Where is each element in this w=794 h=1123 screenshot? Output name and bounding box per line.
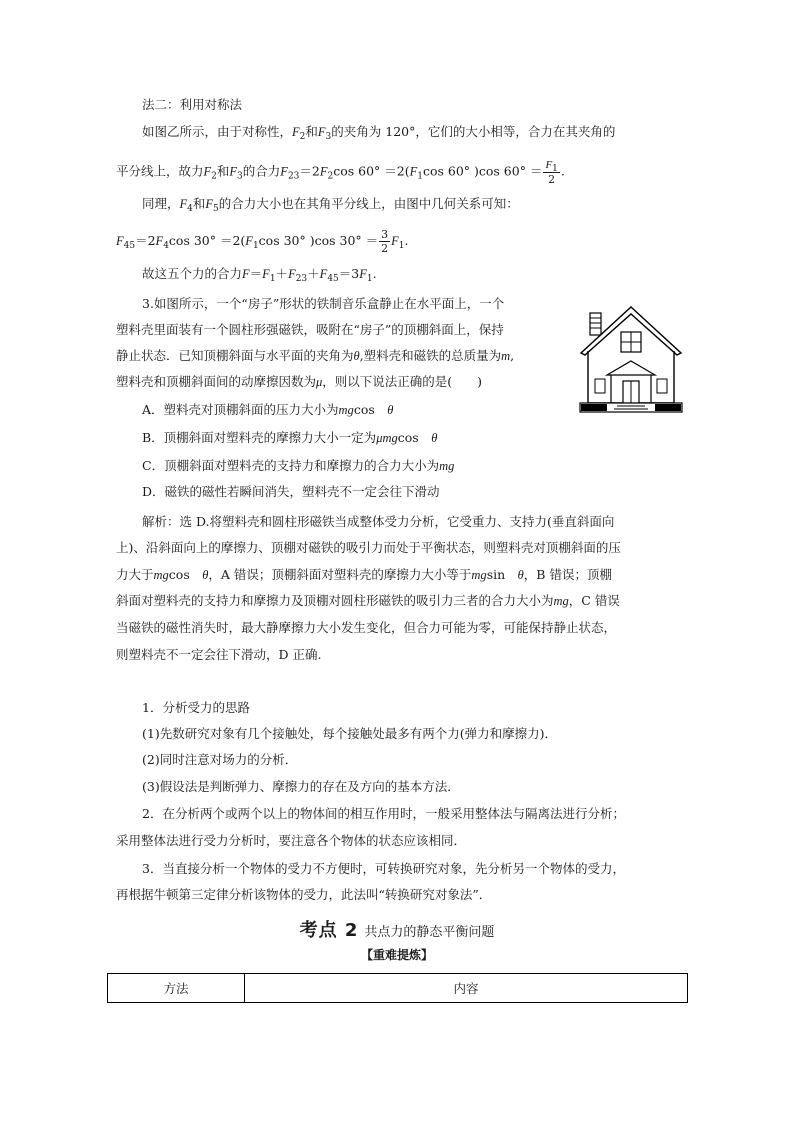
summary-point-2-line-1: 2．在分析两个或两个以上的物体间的相互作用时，一般采用整体法与隔离法进行分析； — [142, 806, 625, 821]
paragraph-symmetry-2: 平分线上，故力$F_2$和$F_3$的合力$F_{23}=2F_2\cos$ $60^\circ =2(F_1\cos$ 60° )cos 60° ＝ $\frac{F_1}{2}$ . — [116, 159, 565, 186]
summary-item-3: (3)假设法是判断弹力、摩擦力的存在及方向的基本方法． — [142, 779, 460, 794]
option-d: D．磁铁的磁性若瞬间消失，塑料壳不一定会往下滑动 — [142, 484, 440, 499]
option-a: A．塑料壳对顶棚斜面的压力大小为mgcos θ — [142, 402, 394, 417]
table-header-row — [108, 974, 688, 1003]
table-header-method: 方法 — [108, 974, 245, 1003]
question-3-line-3: 静止状态．已知顶棚斜面与水平面的夹角为θ,塑料壳和磁铁的总质量为m, — [116, 348, 515, 363]
summary-heading-1: 1．分析受力的思路 — [142, 700, 250, 715]
summary-point-3-line-1: 3．当直接分析一个物体的受力不方便时，可转换研究对象，先分析另一个物体的受力， — [142, 861, 625, 876]
paragraph-symmetry-1: 如图乙所示，由于对称性，$F_2$和$F_3$的夹角为 120°，它们的大小相等，合力在其夹角的 — [142, 124, 616, 142]
option-b: B．顶棚斜面对塑料壳的摩擦力大小一定为μmgcos θ — [142, 430, 438, 445]
summary-item-2: (2)同时注意对场力的分析． — [142, 752, 298, 767]
analysis-line-6: 则塑料壳不一定会往下滑动，D 正确. — [116, 647, 322, 662]
analysis-line-4: 斜面对塑料壳的支持力和摩擦力及顶棚对圆柱形磁铁的吸引力三者的合力大小为mg，C 错误 — [116, 593, 620, 608]
option-c: C．顶棚斜面对塑料壳的支持力和摩擦力的合力大小为mg — [142, 458, 455, 473]
analysis-line-2: 上)、沿斜面向上的摩擦力、顶棚对磁铁的吸引力而处于平衡状态，则塑料壳对顶棚斜面的压 — [116, 540, 621, 555]
question-3-line-1: 3.如图所示，一个“房子”形状的铁制音乐盒静止在水平面上，一个 — [142, 296, 505, 311]
question-3-line-2: 塑料壳里面装有一个圆柱形强磁铁，吸附在“房子”的顶棚斜面上，保持 — [116, 322, 504, 337]
method-heading: 法二：利用对称法 — [142, 97, 243, 112]
summary-point-3-line-2: 再根据牛顿第三定律分析该物体的受力，此法叫“转换研究对象法”． — [116, 887, 492, 902]
methods-table — [107, 973, 688, 1003]
house-figure — [578, 305, 684, 413]
summary-point-2-line-2: 采用整体法进行受力分析时，要注意各个物体的状态应该相同． — [116, 833, 467, 848]
paragraph-symmetry-3: 同理，$F_4$和$F_5$的合力大小也在其角平分线上，由图中几何关系可知： — [142, 196, 519, 214]
section-subtitle: 【重难提炼】 — [360, 948, 433, 962]
analysis-line-3: 力大于mgcos θ，A 错误；顶棚斜面对塑料壳的摩擦力大小等于mgsin θ，B 错误；顶棚 — [116, 567, 612, 582]
resultant-force-line: 故这五个力的合力$F=F_1+F_{23}+F_{45}=3F_1$. — [142, 266, 377, 284]
question-3-line-4: 塑料壳和顶棚斜面间的动摩擦因数为μ，则以下说法正确的是( ) — [116, 374, 483, 389]
analysis-line-1: 解析：选 D.将塑料壳和圆柱形磁铁当成整体受力分析，它受重力、支持力(垂直斜面向 — [142, 514, 615, 529]
fraction-3-over-2: $\frac{3}{2}$ — [381, 228, 389, 255]
equation-f45: $F_{45}=2F_4\cos$ $30^\circ =2(F_1\cos$ 30° )cos 30° ＝ $\frac{3}{2}$ $F_1$. — [116, 228, 409, 255]
section-title: 考点 2 共点力的静态平衡问题 — [299, 920, 495, 941]
table-header-content: 内容 — [245, 974, 688, 1003]
fraction-f1-over-2: $\frac{F_1}{2}$ — [545, 159, 558, 186]
analysis-line-5: 当磁铁的磁性消失时，最大静摩擦力大小发生变化，但合力可能为零，可能保持静止状态， — [116, 620, 617, 635]
summary-item-1: (1)先数研究对象有几个接触处，每个接触处最多有两个力(弹力和摩擦力)． — [142, 726, 557, 741]
